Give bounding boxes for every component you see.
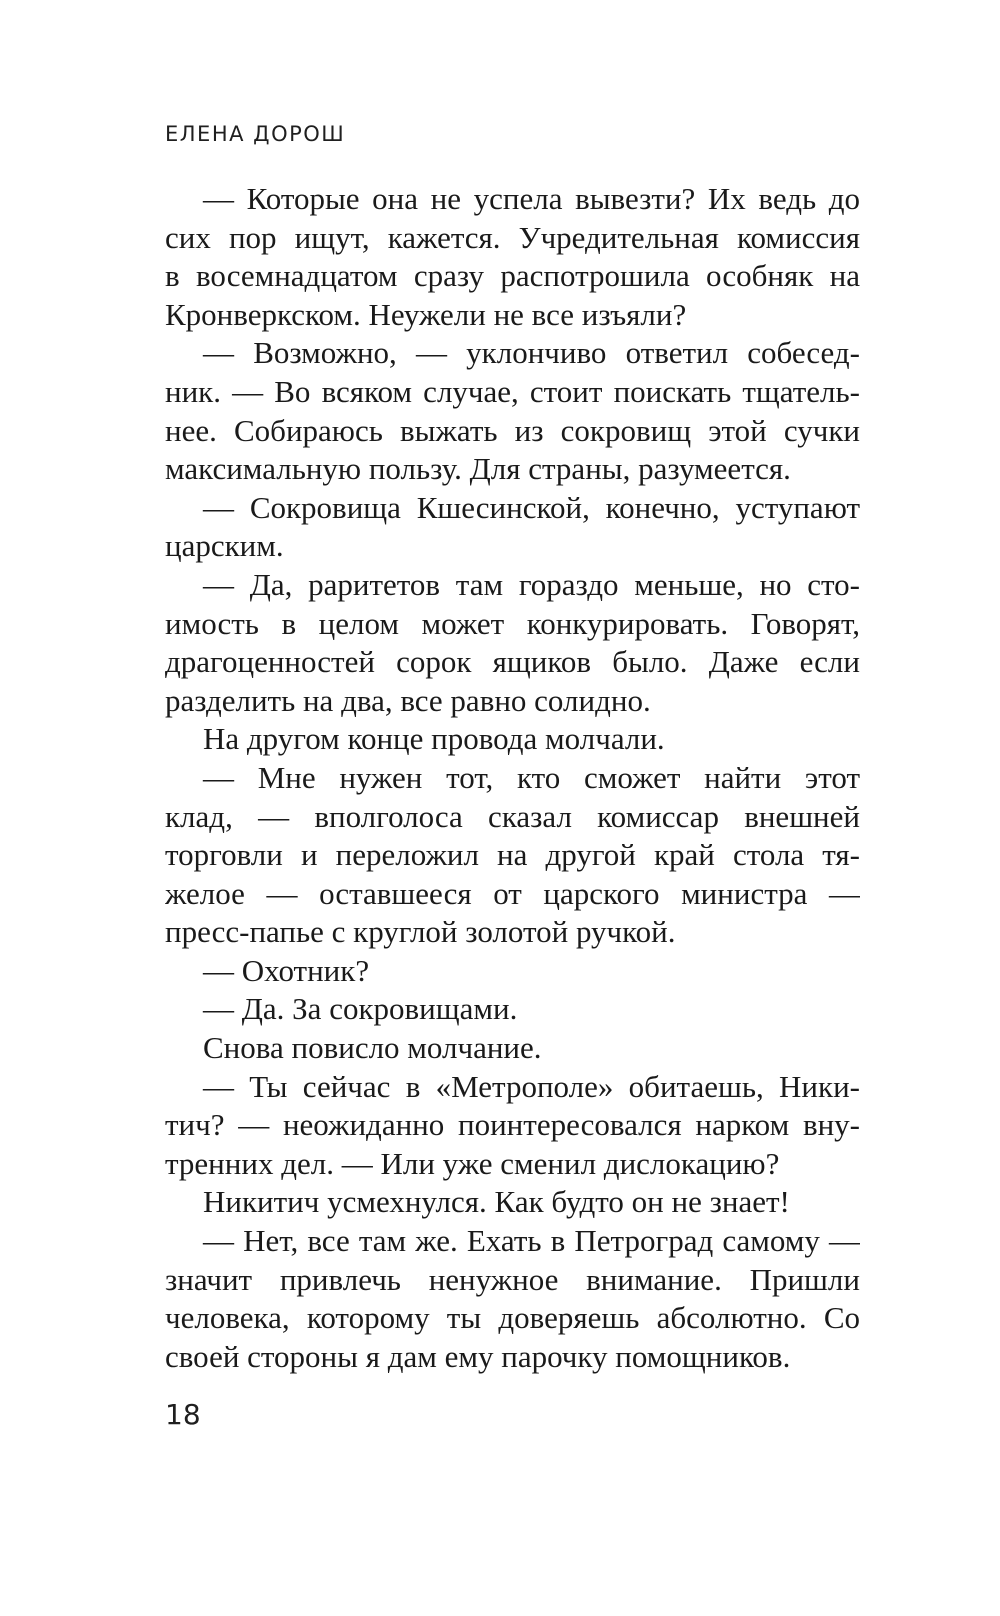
text-line: клад, — вполголоса сказал комиссар внешней bbox=[165, 798, 860, 834]
text-line: — Да. За сокровищами. bbox=[203, 991, 518, 1027]
text-line: пресс-папье с круглой золотой ручкой. bbox=[165, 914, 676, 950]
text-line: На другом конце провода молчали. bbox=[203, 721, 665, 757]
text-line: Кронверкском. Неужели не все изъяли? bbox=[165, 296, 687, 332]
text-line: желое — оставшееся от царского министра — bbox=[165, 875, 860, 911]
text-line: нее. Собираюсь выжать из сокровищ этой сучки bbox=[165, 412, 860, 448]
text-line: — Мне нужен тот, кто сможет найти этот bbox=[203, 759, 860, 795]
text-line: — Сокровища Кшесинской, конечно, уступают bbox=[203, 489, 860, 525]
running-head-author: ЕЛЕНА ДОРОШ bbox=[165, 122, 346, 146]
text-line: в восемнадцатом сразу распотрошила особняк на bbox=[165, 258, 860, 294]
text-line: сих пор ищут, кажется. Учредительная комиссия bbox=[165, 219, 860, 255]
body-text bbox=[165, 180, 860, 1376]
text-line: имость в целом может конкурировать. Говорят, bbox=[165, 605, 860, 641]
text-line: Снова повисло молчание. bbox=[203, 1030, 542, 1066]
text-line: разделить на два, все равно солидно. bbox=[165, 682, 651, 718]
text-line: — Нет, все там же. Ехать в Петроград самому — bbox=[203, 1223, 860, 1259]
text-line: тич? — неожиданно поинтересовался нарком вну- bbox=[165, 1107, 860, 1143]
text-line: царским. bbox=[165, 528, 284, 564]
text-line: тренних дел. — Или уже сменил дислокацию? bbox=[165, 1145, 780, 1181]
text-line: — Ты сейчас в «Метрополе» обитаешь, Ники- bbox=[203, 1068, 860, 1104]
text-line: — Возможно, — уклончиво ответил собесед- bbox=[203, 335, 860, 371]
text-line: своей стороны я дам ему парочку помощников. bbox=[165, 1338, 791, 1374]
text-line: значит привлечь ненужное внимание. Пришли bbox=[165, 1261, 860, 1297]
text-line: драгоценностей сорок ящиков было. Даже если bbox=[165, 644, 860, 680]
page-number: 18 bbox=[165, 1398, 201, 1431]
text-line: — Которые она не успела вывезти? Их ведь до bbox=[203, 181, 860, 216]
text-line: максимальную пользу. Для страны, разумеется. bbox=[165, 451, 791, 487]
text-line: — Охотник? bbox=[203, 952, 370, 988]
text-line: человека, которому ты доверяешь абсолютно. Со bbox=[165, 1300, 860, 1336]
text-line: торговли и переложил на другой край стола тя- bbox=[165, 837, 860, 873]
text-line: Никитич усмехнулся. Как будто он не знает! bbox=[203, 1184, 790, 1220]
text-line: ник. — Во всяком случае, стоит поискать тщатель- bbox=[165, 373, 860, 409]
text-line: — Да, раритетов там гораздо меньше, но сто- bbox=[203, 566, 860, 602]
